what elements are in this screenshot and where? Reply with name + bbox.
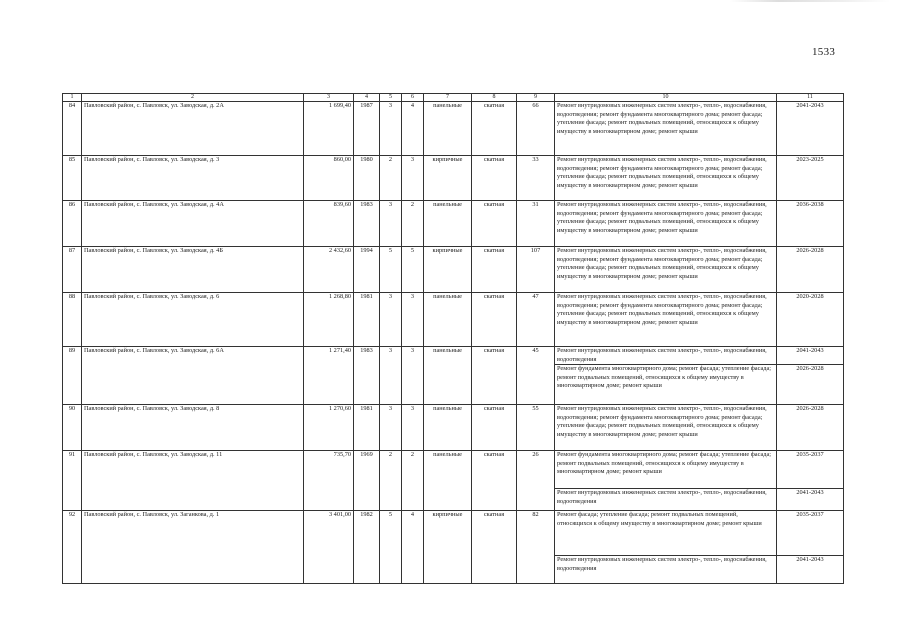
floors-cell: 2 (380, 451, 402, 511)
housing-register-table (62, 93, 844, 584)
floors-cell: 3 (380, 201, 402, 247)
year-built-cell: 1980 (354, 156, 380, 201)
roof-type-cell: скатная (472, 511, 517, 584)
works-cell: Ремонт внутридомовых инженерных систем электро-, тепло-, водоснабжения, водоотведения (555, 556, 777, 584)
table-row (63, 293, 844, 347)
period-cell: 2035-2037 (777, 451, 844, 489)
row-number-cell: 92 (63, 511, 82, 584)
works-cell: Ремонт внутридомовых инженерных систем электро-, тепло-, водоснабжения, водоотведения; ремонт фундамента многоквартирного дома; ремонт фасада; утепление фасада; ремонт подвальных помещений, относящихся к общему имуществу в многоквартирном доме; ремонт крыши (555, 156, 777, 201)
table-row (63, 347, 844, 365)
area-cell: 1 268,80 (304, 293, 354, 347)
wall-material-cell: панельные (424, 347, 472, 405)
column-number-3: 3 (304, 94, 354, 102)
wall-material-cell: кирпичные (424, 247, 472, 293)
column-number-8: 8 (472, 94, 517, 102)
column-number-7: 7 (424, 94, 472, 102)
address-cell: Павловский район, с. Павловск, ул. Заводская, д. 2А (82, 102, 304, 156)
row-number-cell: 87 (63, 247, 82, 293)
entrances-cell: 4 (402, 511, 424, 584)
residents-cell: 55 (517, 405, 555, 451)
roof-type-cell: скатная (472, 201, 517, 247)
roof-type-cell: скатная (472, 347, 517, 405)
address-cell: Павловский район, с. Павловск, ул. Заганкова, д. 1 (82, 511, 304, 584)
period-cell: 2041-2043 (777, 556, 844, 584)
row-number-cell: 91 (63, 451, 82, 511)
wall-material-cell: кирпичные (424, 156, 472, 201)
period-cell: 2026-2028 (777, 247, 844, 293)
residents-cell: 33 (517, 156, 555, 201)
table-row (63, 201, 844, 247)
area-cell: 860,00 (304, 156, 354, 201)
period-cell: 2036-2038 (777, 201, 844, 247)
year-built-cell: 1987 (354, 102, 380, 156)
entrances-cell: 2 (402, 201, 424, 247)
row-number-cell: 86 (63, 201, 82, 247)
works-cell: Ремонт внутридомовых инженерных систем электро-, тепло-, водоснабжения, водоотведения; ремонт фундамента многоквартирного дома; ремонт фасада; утепление фасада; ремонт подвальных помещений, относящихся к общему имуществу в многоквартирном доме; ремонт крыши (555, 247, 777, 293)
residents-cell: 26 (517, 451, 555, 511)
year-built-cell: 1981 (354, 405, 380, 451)
works-cell: Ремонт фасада; утепление фасада; ремонт подвальных помещений, относящихся к общему имуществу в многоквартирном доме; ремонт крыши (555, 511, 777, 556)
row-number-cell: 89 (63, 347, 82, 405)
entrances-cell: 3 (402, 293, 424, 347)
column-number-row (63, 94, 844, 102)
residents-cell: 66 (517, 102, 555, 156)
table-body (63, 102, 844, 584)
entrances-cell: 3 (402, 405, 424, 451)
floors-cell: 3 (380, 405, 402, 451)
row-number-cell: 90 (63, 405, 82, 451)
period-cell: 2035-2037 (777, 511, 844, 556)
floors-cell: 5 (380, 247, 402, 293)
roof-type-cell: скатная (472, 247, 517, 293)
wall-material-cell: панельные (424, 405, 472, 451)
residents-cell: 107 (517, 247, 555, 293)
period-cell: 2041-2043 (777, 102, 844, 156)
period-cell: 2026-2028 (777, 365, 844, 405)
works-cell: Ремонт фундамента многоквартирного дома; ремонт фасада; утепление фасада; ремонт подвальных помещений, относящихся к общему имуществу в многоквартирном доме; ремонт крыши (555, 451, 777, 489)
floors-cell: 3 (380, 102, 402, 156)
works-cell: Ремонт внутридомовых инженерных систем электро-, тепло-, водоснабжения, водоотведения (555, 489, 777, 511)
address-cell: Павловский район, с. Павловск, ул. Заводская, д. 4Б (82, 247, 304, 293)
address-cell: Павловский район, с. Павловск, ул. Заводская, д. 6А (82, 347, 304, 405)
table-row (63, 156, 844, 201)
floors-cell: 5 (380, 511, 402, 584)
table-row (63, 102, 844, 156)
year-built-cell: 1983 (354, 347, 380, 405)
wall-material-cell: панельные (424, 102, 472, 156)
area-cell: 839,60 (304, 201, 354, 247)
wall-material-cell: панельные (424, 201, 472, 247)
wall-material-cell: панельные (424, 293, 472, 347)
entrances-cell: 5 (402, 247, 424, 293)
period-cell: 2041-2043 (777, 347, 844, 365)
entrances-cell: 3 (402, 156, 424, 201)
area-cell: 1 270,60 (304, 405, 354, 451)
wall-material-cell: панельные (424, 451, 472, 511)
table-row (63, 405, 844, 451)
row-number-cell: 85 (63, 156, 82, 201)
area-cell: 735,70 (304, 451, 354, 511)
works-cell: Ремонт фундамента многоквартирного дома; ремонт фасада; утепление фасада; ремонт подвальных помещений, относящихся к общему имуществу в многоквартирном доме; ремонт крыши (555, 365, 777, 405)
area-cell: 1 699,40 (304, 102, 354, 156)
year-built-cell: 1982 (354, 511, 380, 584)
entrances-cell: 3 (402, 347, 424, 405)
scan-artifact (730, 0, 890, 2)
table-row (63, 511, 844, 556)
area-cell: 3 401,00 (304, 511, 354, 584)
floors-cell: 3 (380, 347, 402, 405)
column-number-5: 5 (380, 94, 402, 102)
residents-cell: 45 (517, 347, 555, 405)
period-cell: 2041-2043 (777, 489, 844, 511)
column-number-9: 9 (517, 94, 555, 102)
entrances-cell: 4 (402, 102, 424, 156)
row-number-cell: 88 (63, 293, 82, 347)
column-number-2: 2 (82, 94, 304, 102)
year-built-cell: 1983 (354, 201, 380, 247)
address-cell: Павловский район, с. Павловск, ул. Заводская, д. 6 (82, 293, 304, 347)
floors-cell: 2 (380, 156, 402, 201)
column-number-6: 6 (402, 94, 424, 102)
table-row (63, 451, 844, 489)
residents-cell: 82 (517, 511, 555, 584)
works-cell: Ремонт внутридомовых инженерных систем электро-, тепло-, водоснабжения, водоотведения; ремонт фундамента многоквартирного дома; ремонт фасада; утепление фасада; ремонт подвальных помещений, относящихся к общему имуществу в многоквартирном доме; ремонт крыши (555, 201, 777, 247)
period-cell: 2020-2028 (777, 293, 844, 347)
row-number-cell: 84 (63, 102, 82, 156)
works-cell: Ремонт внутридомовых инженерных систем электро-, тепло-, водоснабжения, водоотведения; ремонт фундамента многоквартирного дома; ремонт фасада; утепление фасада; ремонт подвальных помещений, относящихся к общему имуществу в многоквартирном доме; ремонт крыши (555, 293, 777, 347)
address-cell: Павловский район, с. Павловск, ул. Заводская, д. 3 (82, 156, 304, 201)
column-number-11: 11 (777, 94, 844, 102)
works-cell: Ремонт внутридомовых инженерных систем электро-, тепло-, водоснабжения, водоотведения; ремонт фундамента многоквартирного дома; ремонт фасада; утепление фасада; ремонт подвальных помещений, относящихся к общему имуществу в многоквартирном доме; ремонт крыши (555, 102, 777, 156)
roof-type-cell: скатная (472, 156, 517, 201)
column-number-10: 10 (555, 94, 777, 102)
residents-cell: 47 (517, 293, 555, 347)
roof-type-cell: скатная (472, 451, 517, 511)
floors-cell: 3 (380, 293, 402, 347)
address-cell: Павловский район, с. Павловск, ул. Заводская, д. 11 (82, 451, 304, 511)
page-number: 1533 (812, 46, 836, 58)
works-cell: Ремонт внутридомовых инженерных систем электро-, тепло-, водоснабжения, водоотведения; ремонт фундамента многоквартирного дома; ремонт фасада; утепление фасада; ремонт подвальных помещений, относящихся к общему имуществу в многоквартирном доме; ремонт крыши (555, 405, 777, 451)
area-cell: 1 271,40 (304, 347, 354, 405)
column-number-1: 1 (63, 94, 82, 102)
works-cell: Ремонт внутридомовых инженерных систем электро-, тепло-, водоснабжения, водоотведения (555, 347, 777, 365)
year-built-cell: 1981 (354, 293, 380, 347)
period-cell: 2023-2025 (777, 156, 844, 201)
entrances-cell: 2 (402, 451, 424, 511)
area-cell: 2 432,60 (304, 247, 354, 293)
residents-cell: 31 (517, 201, 555, 247)
table-row (63, 247, 844, 293)
period-cell: 2026-2028 (777, 405, 844, 451)
column-number-4: 4 (354, 94, 380, 102)
roof-type-cell: скатная (472, 405, 517, 451)
roof-type-cell: скатная (472, 293, 517, 347)
address-cell: Павловский район, с. Павловск, ул. Заводская, д. 4А (82, 201, 304, 247)
year-built-cell: 1969 (354, 451, 380, 511)
wall-material-cell: кирпичные (424, 511, 472, 584)
address-cell: Павловский район, с. Павловск, ул. Заводская, д. 8 (82, 405, 304, 451)
roof-type-cell: скатная (472, 102, 517, 156)
year-built-cell: 1994 (354, 247, 380, 293)
